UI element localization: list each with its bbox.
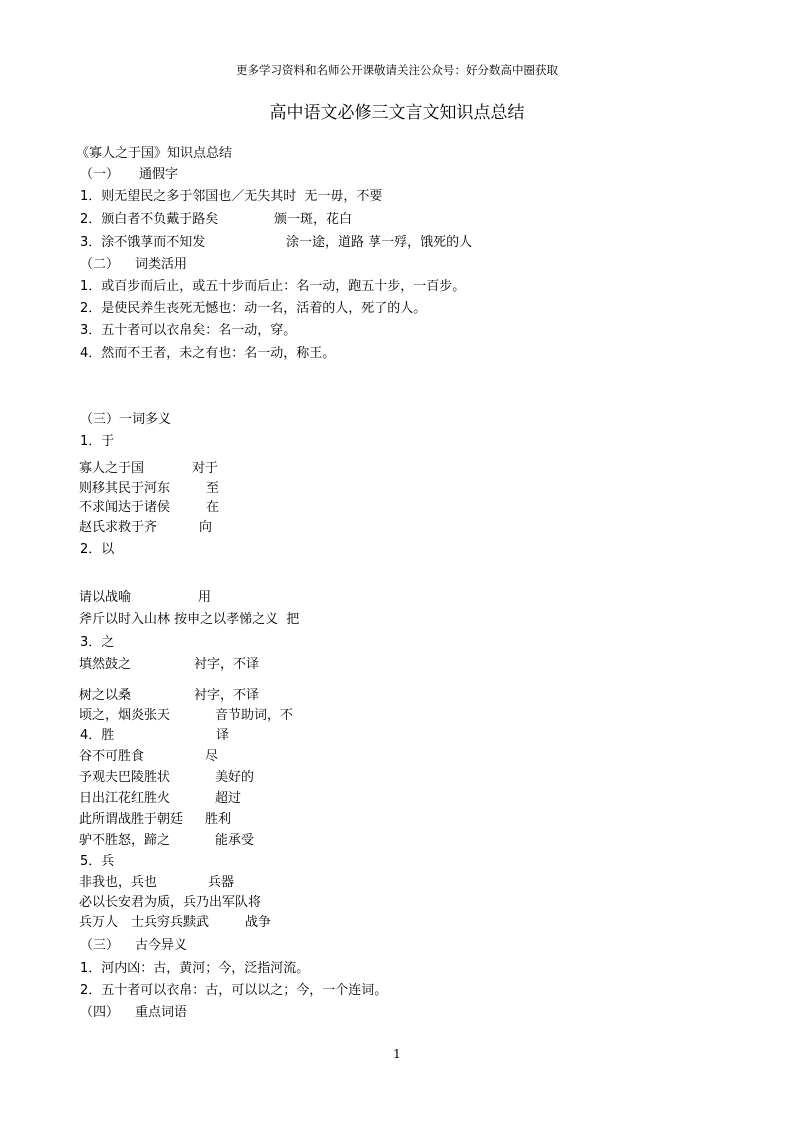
list-item: 2．是使民养生丧死无憾也：动一名，活着的人，死了的人。 bbox=[80, 301, 427, 316]
example-row bbox=[79, 612, 379, 628]
example-meaning: 胜利 bbox=[205, 812, 232, 827]
example-row bbox=[79, 915, 379, 931]
example-meaning: 尽 bbox=[205, 749, 219, 764]
example-text: 非我也，兵也 bbox=[79, 875, 158, 890]
example-text: 请以战喻 bbox=[79, 590, 132, 605]
subtitle: 《寡人之于国》知识点总结 bbox=[76, 146, 233, 161]
example-meaning: 兵器 bbox=[208, 875, 235, 890]
example-meaning: 衬字，不译 bbox=[194, 657, 260, 672]
example-text: 日出江花红胜火 bbox=[79, 791, 171, 806]
example-text: 此所谓战胜于朝廷 bbox=[79, 812, 184, 827]
example-meaning: 衬字，不译 bbox=[194, 688, 260, 703]
example-text: 斧斤以时入山林 按申之以孝悌之义 bbox=[79, 612, 279, 627]
sec1-item-note: 涂一途，道路 莩一殍，饿死的人 bbox=[286, 235, 473, 250]
example-text: 予观夫巴陵胜状 bbox=[79, 770, 171, 785]
example-text: 树之以桑 bbox=[79, 688, 132, 703]
example-row bbox=[79, 749, 379, 765]
example-meaning: 战争 bbox=[245, 915, 272, 930]
wrapped-meaning: 译 bbox=[216, 728, 230, 743]
page-number: 1 bbox=[393, 1047, 401, 1061]
example-meaning: 对于 bbox=[192, 461, 219, 476]
word-label-sheng bbox=[80, 728, 380, 744]
example-meaning: 向 bbox=[199, 520, 213, 535]
example-text: 不求闻达于诸侯 bbox=[79, 500, 171, 515]
sec1-item-label: 2．颁白者不负戴于路矣 bbox=[80, 212, 219, 227]
list-item bbox=[80, 189, 700, 205]
example-row bbox=[79, 657, 379, 673]
sec1-item-note: 无一毋，不要 bbox=[304, 189, 383, 204]
example-text: 顷之，烟炎张天 bbox=[79, 708, 171, 723]
sec2-heading-text: 词类活用 bbox=[135, 257, 188, 272]
example-meaning: 至 bbox=[206, 481, 220, 496]
example-row bbox=[79, 812, 379, 828]
example-row bbox=[79, 688, 379, 704]
sec2-heading-num: （二） bbox=[80, 257, 120, 272]
example-text: 谷不可胜食 bbox=[79, 749, 145, 764]
example-row bbox=[79, 461, 379, 477]
list-item: 3．五十者可以衣帛矣：名一动，穿。 bbox=[80, 323, 297, 338]
list-item: 1．河内凶：古，黄河；今，泛指河流。 bbox=[80, 961, 310, 976]
sec1-item-label: 1．则无望民之多于邻国也／无失其时 bbox=[80, 189, 297, 204]
example-text: 兵万人 士兵穷兵黩武 bbox=[79, 915, 210, 930]
example-row bbox=[79, 875, 379, 891]
sec1-item-note: 颁一斑，花白 bbox=[274, 212, 353, 227]
example-meaning: 能承受 bbox=[215, 833, 255, 848]
sec2-heading bbox=[80, 257, 187, 273]
example-row bbox=[79, 590, 379, 606]
word-label-zhi: 3．之 bbox=[80, 635, 115, 650]
sec1-heading bbox=[80, 167, 178, 183]
word-label-bing: 5．兵 bbox=[80, 854, 115, 869]
word-label-text: 4．胜 bbox=[80, 728, 115, 743]
word-label-yi: 2．以 bbox=[80, 542, 115, 557]
list-item bbox=[80, 235, 700, 251]
example-meaning: 把 bbox=[286, 612, 300, 627]
sec4-heading bbox=[80, 938, 187, 954]
sec1-heading-num: （一） bbox=[80, 167, 120, 182]
example-meaning: 音节助词，不 bbox=[215, 708, 294, 723]
example-meaning: 在 bbox=[206, 500, 220, 515]
list-item: 2．五十者可以衣帛：古，可以以之；今，一个连词。 bbox=[80, 983, 388, 998]
example-text: 寡人之于国 bbox=[79, 461, 145, 476]
header-note: 更多学习资料和名师公开课敬请关注公众号：好分数高中圈获取 bbox=[236, 63, 558, 77]
example-text: 则移其民于河东 bbox=[79, 481, 171, 496]
sec4-heading-num: （三） bbox=[80, 938, 120, 953]
example-meaning: 美好的 bbox=[215, 770, 255, 785]
example-row bbox=[79, 833, 379, 849]
example-meaning: 超过 bbox=[215, 791, 242, 806]
sec3-heading: （三）一词多义 bbox=[80, 412, 172, 427]
sec5-heading-num: （四） bbox=[80, 1005, 120, 1020]
example-text: 赵氏求救于齐 bbox=[79, 520, 158, 535]
page-title: 高中语文必修三文言文知识点总结 bbox=[269, 103, 525, 123]
example-row bbox=[79, 770, 379, 786]
example-text: 驴不胜怒，蹄之 bbox=[79, 833, 171, 848]
example-meaning: 用 bbox=[198, 590, 212, 605]
example-row bbox=[79, 895, 379, 911]
sec5-heading-text: 重点词语 bbox=[135, 1005, 188, 1020]
example-row bbox=[79, 500, 379, 516]
list-item bbox=[80, 212, 700, 228]
example-row bbox=[79, 708, 379, 724]
list-item: 4．然而不王者，未之有也：名一动，称王。 bbox=[80, 346, 336, 361]
example-text: 填然鼓之 bbox=[79, 657, 132, 672]
sec1-heading-text: 通假字 bbox=[139, 167, 179, 182]
example-row bbox=[79, 481, 379, 497]
word-label-yu: 1．于 bbox=[80, 434, 115, 449]
sec1-item-label: 3．涂不饿莩而不知发 bbox=[80, 235, 206, 250]
sec5-heading bbox=[80, 1005, 187, 1021]
example-row bbox=[79, 520, 379, 536]
example-text: 必以长安君为质，兵乃出军队将 bbox=[79, 895, 262, 910]
example-row bbox=[79, 791, 379, 807]
list-item: 1．或百步而后止，或五十步而后止：名一动，跑五十步，一百步。 bbox=[80, 279, 466, 294]
sec4-heading-text: 古今异义 bbox=[135, 938, 188, 953]
